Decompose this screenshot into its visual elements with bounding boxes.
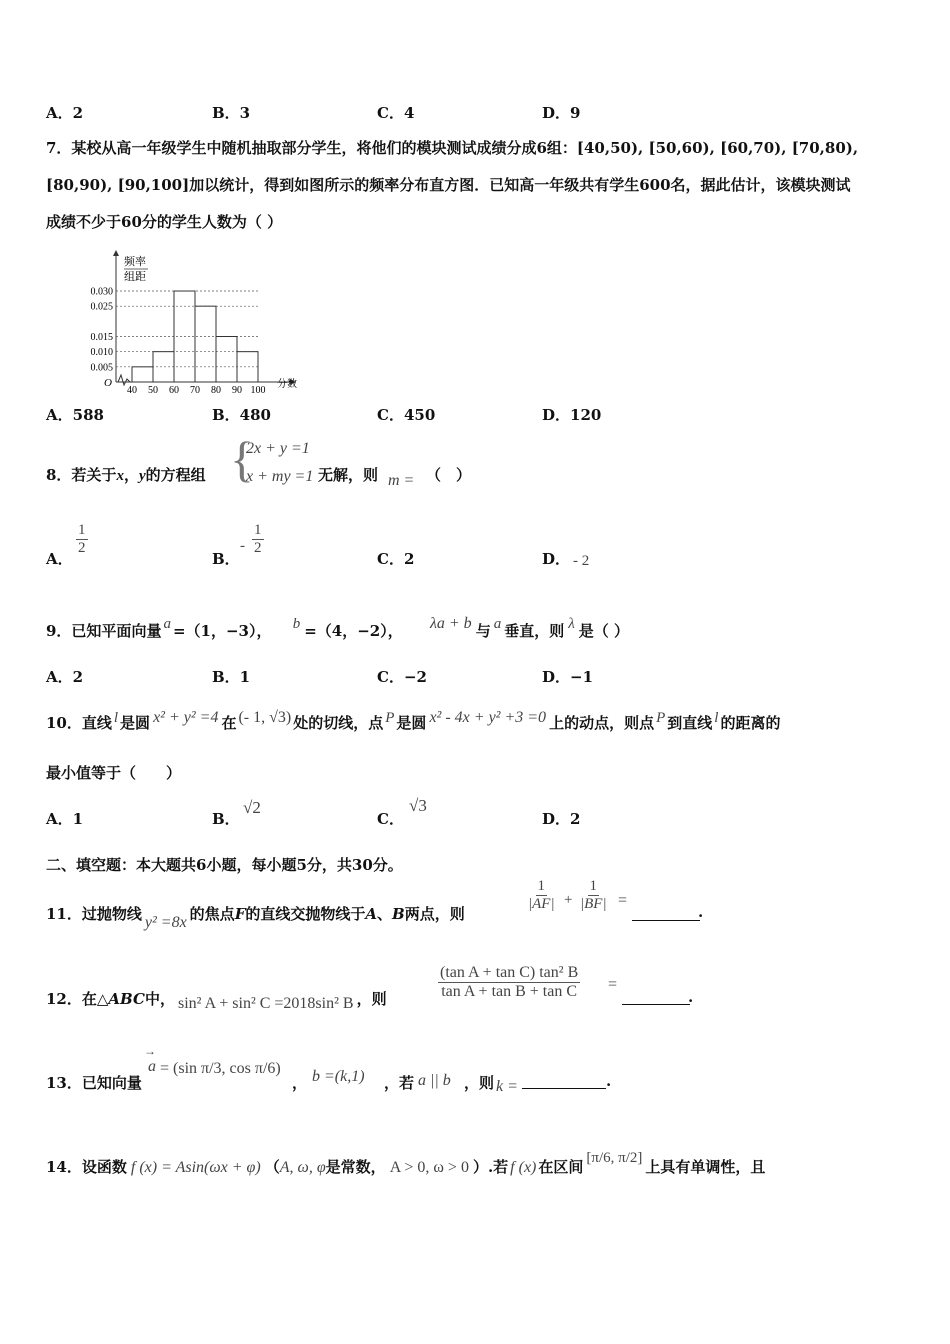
frequency-histogram xyxy=(70,248,320,396)
q12-stem: 12．在△ABC中， sin² A + sin² C =2018sin² B ，则 xyxy=(46,990,387,1012)
q8-stem: 8．若关于x，y的方程组 xyxy=(46,466,206,484)
q6-option-d: D．9 xyxy=(542,104,581,122)
q13-parallel: a || b xyxy=(418,1072,451,1089)
q13-stem: 13．已知向量 xyxy=(46,1074,142,1092)
x-tick-label: 80 xyxy=(211,385,221,396)
q10-option-b-value: √2 xyxy=(243,798,261,817)
q8-option-a-value: $\frac{1}{2}$ xyxy=(78,522,86,556)
y-tick-label: 0.025 xyxy=(90,301,113,313)
q8-option-d-value: - 2 xyxy=(573,553,590,569)
q11-period: . xyxy=(698,903,704,921)
q7-text-line3: 成绩不少于60分的学生人数为（ ） xyxy=(46,213,283,231)
x-tick-label: 40 xyxy=(127,385,137,396)
q8-paren: （ ） xyxy=(426,466,472,484)
q14-stem: 14．设函数 f (x) = Asin(ωx + φ) （A, ω, φ是常数， A > 0, ω > 0 ）.若 f (x) 在区间 [π/6, π/2] 上具有单调性，且 xyxy=(46,1150,766,1176)
q8-m-expr: m = xyxy=(388,472,415,489)
q11-stem: 11．过抛物线 y² =8x 的焦点F的直线交抛物线于A、B两点，则 xyxy=(46,905,465,931)
x-tick-label: 60 xyxy=(169,385,179,396)
q10-option-c: C． xyxy=(377,810,404,828)
q13-k: k = xyxy=(496,1078,518,1095)
q7-option-a: A．588 xyxy=(46,406,104,424)
q11-fraction-1: $\frac{1}{|AF|}$ xyxy=(528,878,555,912)
q7-option-c: C．450 xyxy=(377,406,436,424)
q7-option-b: B．480 xyxy=(212,406,271,424)
q13-b-value: b =(k,1) xyxy=(312,1068,365,1085)
axis-break xyxy=(118,375,130,385)
x-tick-label: 100 xyxy=(250,385,266,396)
q12-period: . xyxy=(688,988,694,1006)
q11-plus: + xyxy=(564,892,573,908)
q13-if: ，若 xyxy=(384,1074,415,1092)
q12-equals: = xyxy=(608,976,618,993)
q8-stem-end: 无解，则 xyxy=(318,466,379,484)
q8-equation-system: { 2x + y =1 x + my =1 xyxy=(230,431,314,487)
histogram-bar xyxy=(132,367,153,382)
q8-option-b-value: $\frac{1}{2}$ xyxy=(254,522,262,556)
q10-option-d: D．2 xyxy=(542,810,581,828)
q6-option-b: B．3 xyxy=(212,104,251,122)
y-tick-label: 0.015 xyxy=(90,332,113,344)
x-tick-label: 90 xyxy=(232,385,242,396)
histogram-bar xyxy=(195,306,216,382)
q8-option-a: A． xyxy=(46,550,73,568)
q8-option-c: C．2 xyxy=(377,550,415,568)
x-tick-label: 50 xyxy=(148,385,158,396)
q12-fraction: $\frac{\text{(tan A + tan C) tan² B}}{\text{tan A + tan B + tan C}}$ xyxy=(440,964,579,1000)
origin-label: O xyxy=(104,377,112,389)
q7-option-d: D．120 xyxy=(542,406,602,424)
q11-fraction-2: $\frac{1}{|BF|}$ xyxy=(580,878,607,912)
q10-option-a: A．1 xyxy=(46,810,84,828)
x-axis-label: 分数 xyxy=(277,379,297,390)
q13-vector-a: a xyxy=(148,1058,156,1075)
q6-option-c: C．4 xyxy=(377,104,415,122)
q9-option-a: A．2 xyxy=(46,668,84,686)
q8-option-b: B． xyxy=(212,550,240,568)
q13-then: ，则 xyxy=(464,1074,495,1092)
y-tick-label: 0.005 xyxy=(90,362,113,374)
q13-sep: ， xyxy=(292,1074,308,1092)
q8-option-b-sign: - xyxy=(240,538,245,554)
q10-option-b: B． xyxy=(212,810,240,828)
q11-equals: = xyxy=(618,892,628,909)
q8-option-d: D． xyxy=(542,550,571,568)
y-tick-label: 0.010 xyxy=(90,347,113,359)
histogram-bar xyxy=(216,337,237,382)
q13-period: . xyxy=(606,1072,612,1090)
section-2-heading: 二、填空题：本大题共6小题，每小题5分，共30分。 xyxy=(46,856,403,874)
q9-option-c: C．−2 xyxy=(377,668,427,686)
q7-text-line1: 7．某校从高一年级学生中随机抽取部分学生，将他们的模块测试成绩分成6组：[40,50), [50,60), [60,70), [70,80), xyxy=(46,139,859,157)
q6-option-a: A．2 xyxy=(46,104,84,122)
y-label-bottom: 组距 xyxy=(124,271,146,283)
q13-a-value: = (sin π/3, cos π/6) xyxy=(160,1060,281,1077)
q10-stem-line2: 最小值等于（ ） xyxy=(46,764,182,782)
q10-option-c-value: √3 xyxy=(409,796,427,815)
q9-option-b: B．1 xyxy=(212,668,251,686)
q12-answer-blank[interactable] xyxy=(622,990,690,1005)
q13-vector-arrow: → xyxy=(144,1044,156,1058)
q10-stem: 10．直线 l 是圆 x² + y² =4 在 (- 1, √3) 处的切线，点 P 是圆 x² - 4x + y² +3 =0 上的动点，则点 P 到直线 l 的距离的 xyxy=(46,709,781,732)
y-label-top: 频率 xyxy=(124,256,146,268)
q9-stem: 9．已知平面向量 a =（1，−3）， b =（4，−2）， λa + b 与 a 垂直，则 λ 是（ ） xyxy=(46,615,629,640)
y-axis-arrow xyxy=(113,250,119,256)
q11-answer-blank[interactable] xyxy=(632,906,700,921)
x-tick-label: 70 xyxy=(190,385,200,396)
q13-answer-blank[interactable] xyxy=(522,1074,606,1089)
y-tick-label: 0.030 xyxy=(90,286,113,298)
q7-text-line2: [80,90), [90,100]加以统计，得到如图所示的频率分布直方图．已知高一年级共有学生600名，据此估计，该模块测试 xyxy=(46,176,851,194)
q9-option-d: D．−1 xyxy=(542,668,594,686)
